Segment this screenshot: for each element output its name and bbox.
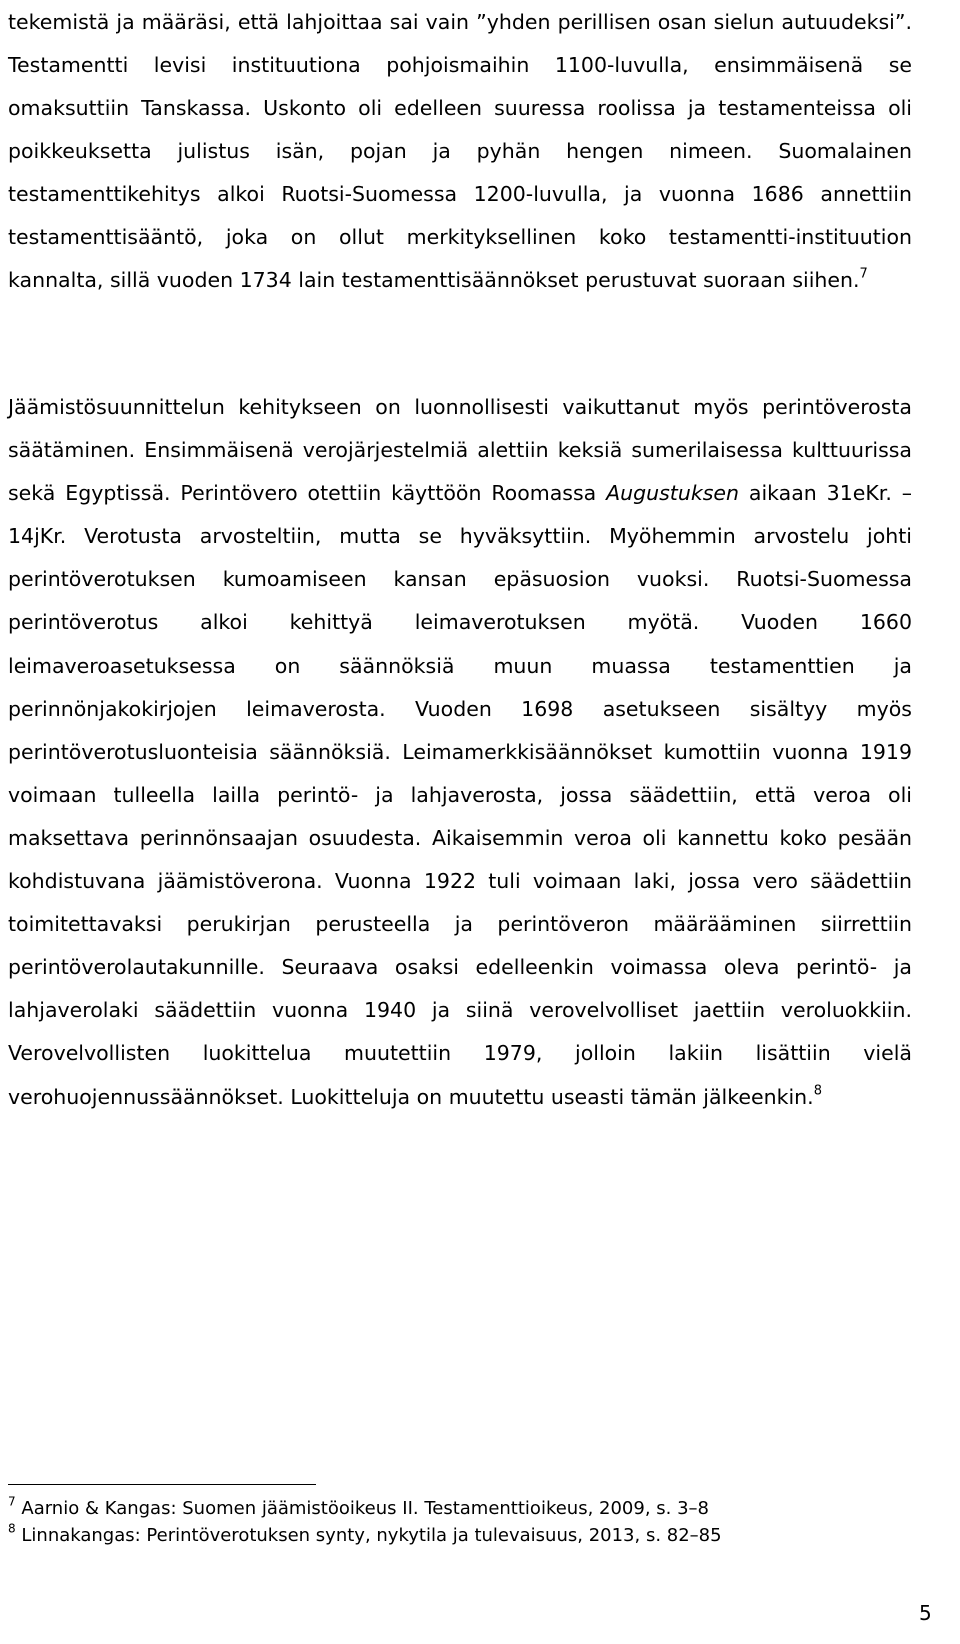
body-paragraph-testament-history	[8, 1, 912, 302]
footnote-separator	[8, 1484, 316, 1485]
footnote-reference-8[interactable]: 8	[813, 1082, 822, 1098]
footnotes	[8, 1495, 928, 1549]
paragraph-text: Jäämistösuunnittelun kehitykseen on luonnollisesti vaikuttanut myös perintöverosta säätäminen. Ensimmäisenä verojärjestelmiä alettiin keksiä sumerilaisessa kulttuurissa sekä Egyptissä. Perintövero otettiin käyttöön Roomassa	[8, 395, 912, 506]
italic-name: Augustuksen	[606, 481, 739, 506]
footnote-reference-7[interactable]: 7	[859, 266, 868, 282]
footnote-item	[8, 1495, 928, 1522]
paragraph-text: aikaan 31eKr. – 14jKr. Verotusta arvosteltiin, mutta se hyväksyttiin. Myöhemmin arvostelu johti perintöverotuksen kumoamiseen kansan epäsuosion vuoksi. Ruotsi-Suomessa perintöverotus alkoi kehittyä leimaverotuksen myötä. Vuoden 1660 leimaveroasetuksessa on säännöksiä muun muassa testamenttien ja perinnönjakokirjojen leimaverosta. Vuoden 1698 asetukseen sisältyy myös perintöverotusluonteisia säännöksiä. Leimamerkkisäännökset kumottiin vuonna 1919 voimaan tulleella lailla perintö- ja lahjaverosta, jossa säädettiin, että veroa oli maksettava perinnönsaajan osuudesta. Aikaisemmin veroa oli kannettu koko pesään kohdistuvana jäämistöverona. Vuonna 1922 tuli voimaan laki, jossa vero säädettiin toimitettavaksi perukirjan perusteella ja perintöveron määrääminen siirrettiin perintöverolautakunnille. Seuraava osaksi edelleenkin voimassa oleva perintö- ja lahjaverolaki säädettiin vuonna 1940 ja siinä verovelvolliset jaettiin veroluokkiin. Verovelvollisten luokittelua muutettiin 1979, jolloin lakiin lisättiin vielä verohuojennussäännökset. Luokitteluja on muutettu useasti tämän jälkeenkin.	[8, 481, 913, 1109]
footnote-number: 7	[8, 1494, 16, 1509]
paragraph-text: tekemistä ja määräsi, että lahjoittaa sai vain ”yhden perillisen osan sielun autuudeksi”. Testamentti levisi instituutiona pohjoismaihin 1100-luvulla, ensimmäisenä se omaksuttiin Tanskassa. Uskonto oli edelleen suuressa roolissa ja testamenteissa oli poikkeuksetta julistus isän, pojan ja pyhän hengen nimeen. Suomalainen testamenttikehitys alkoi Ruotsi-Suomessa 1200-luvulla, ja vuonna 1686 annettiin testamenttisääntö, joka on ollut merkityksellinen koko testamentti-instituution kannalta, sillä vuoden 1734 lain testamenttisäännökset perustuvat suoraan siihen.	[8, 10, 912, 292]
body-paragraph-inheritance-tax-history	[8, 386, 912, 1119]
footnote-text: Linnakangas: Perintöverotuksen synty, nykytila ja tulevaisuus, 2013, s. 82–85	[21, 1525, 722, 1546]
footnote-number: 8	[8, 1521, 16, 1536]
footnote-text: Aarnio & Kangas: Suomen jäämistöoikeus II. Testamenttioikeus, 2009, s. 3–8	[21, 1498, 710, 1519]
page-number: 5	[919, 1601, 932, 1625]
footnote-item	[8, 1522, 928, 1549]
